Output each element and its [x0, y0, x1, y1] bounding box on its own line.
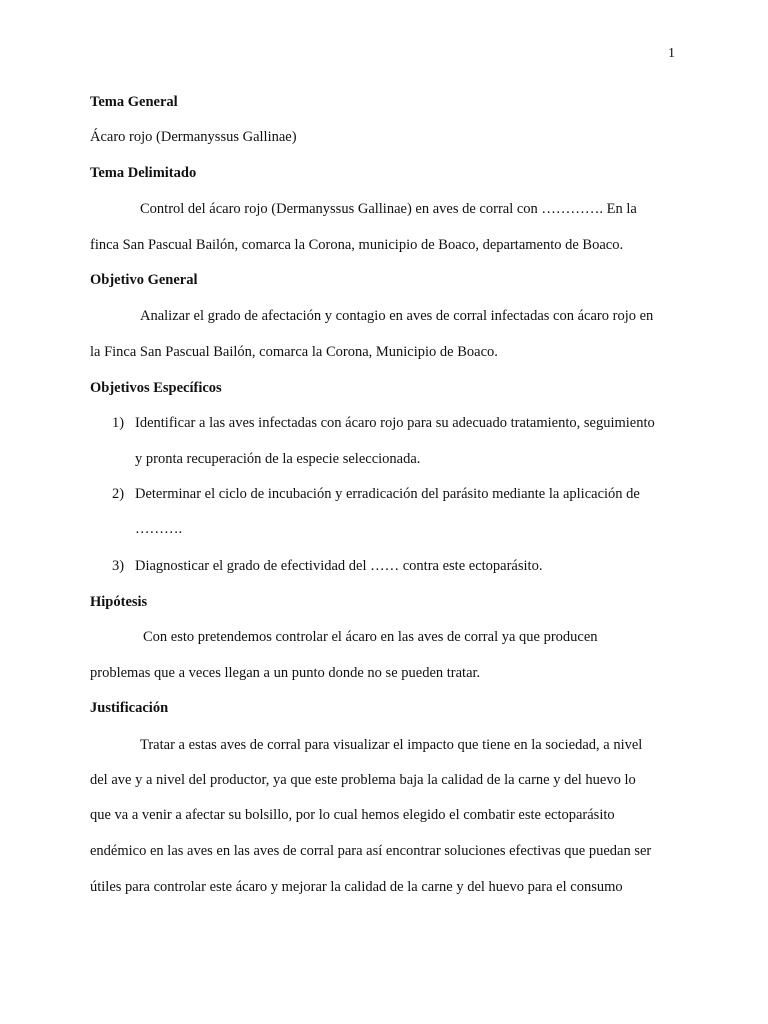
page-number: 1 — [668, 46, 675, 61]
list-item-line: y pronta recuperación de la especie seleccionada. — [135, 451, 421, 467]
heading-tema-delimitado: Tema Delimitado — [90, 165, 197, 181]
justificacion-line: del ave y a nivel del productor, ya que este problema baja la calidad de la carne y del huevo lo — [90, 772, 636, 788]
heading-tema-general: Tema General — [90, 94, 178, 110]
hipotesis-line: problemas que a veces llegan a un punto donde no se pueden tratar. — [90, 665, 481, 681]
heading-objetivo-general: Objetivo General — [90, 272, 198, 288]
tema-general-text: Ácaro rojo (Dermanyssus Gallinae) — [90, 129, 297, 145]
heading-objetivos-especificos: Objetivos Específicos — [90, 380, 222, 396]
objetivo-general-line: Analizar el grado de afectación y contagio en aves de corral infectadas con ácaro rojo en — [140, 308, 654, 324]
justificacion-line: Tratar a estas aves de corral para visualizar el impacto que tiene en la sociedad, a nivel — [140, 737, 643, 753]
list-item-line: Identificar a las aves infectadas con ácaro rojo para su adecuado tratamiento, seguimiento — [135, 415, 655, 431]
heading-hipotesis: Hipótesis — [90, 594, 148, 610]
tema-delimitado-line: Control del ácaro rojo (Dermanyssus Gallinae) en aves de corral con …………. En la — [140, 201, 637, 217]
justificacion-line: que va a venir a afectar su bolsillo, por lo cual hemos elegido el combatir este ectoparásito — [90, 807, 615, 823]
tema-delimitado-line: finca San Pascual Bailón, comarca la Corona, municipio de Boaco, departamento de Boaco. — [90, 237, 624, 253]
heading-justificacion: Justificación — [90, 700, 169, 716]
justificacion-line: útiles para controlar este ácaro y mejorar la calidad de la carne y del huevo para el consumo — [90, 879, 623, 895]
list-item-line: Diagnosticar el grado de efectividad del …… contra este ectoparásito. — [135, 558, 543, 574]
justificacion-line: endémico en las aves en las aves de corral para así encontrar soluciones efectivas que puedan ser — [90, 843, 652, 859]
list-item-line: Determinar el ciclo de incubación y erradicación del parásito mediante la aplicación de — [135, 486, 640, 502]
list-item-number: 1) — [112, 415, 125, 431]
list-item-number: 3) — [112, 558, 125, 574]
objetivo-general-line: la Finca San Pascual Bailón, comarca la Corona, Municipio de Boaco. — [90, 344, 498, 360]
list-item-line: ………. — [135, 521, 183, 537]
list-item-number: 2) — [112, 486, 125, 502]
hipotesis-line: Con esto pretendemos controlar el ácaro en las aves de corral ya que producen — [143, 629, 598, 645]
